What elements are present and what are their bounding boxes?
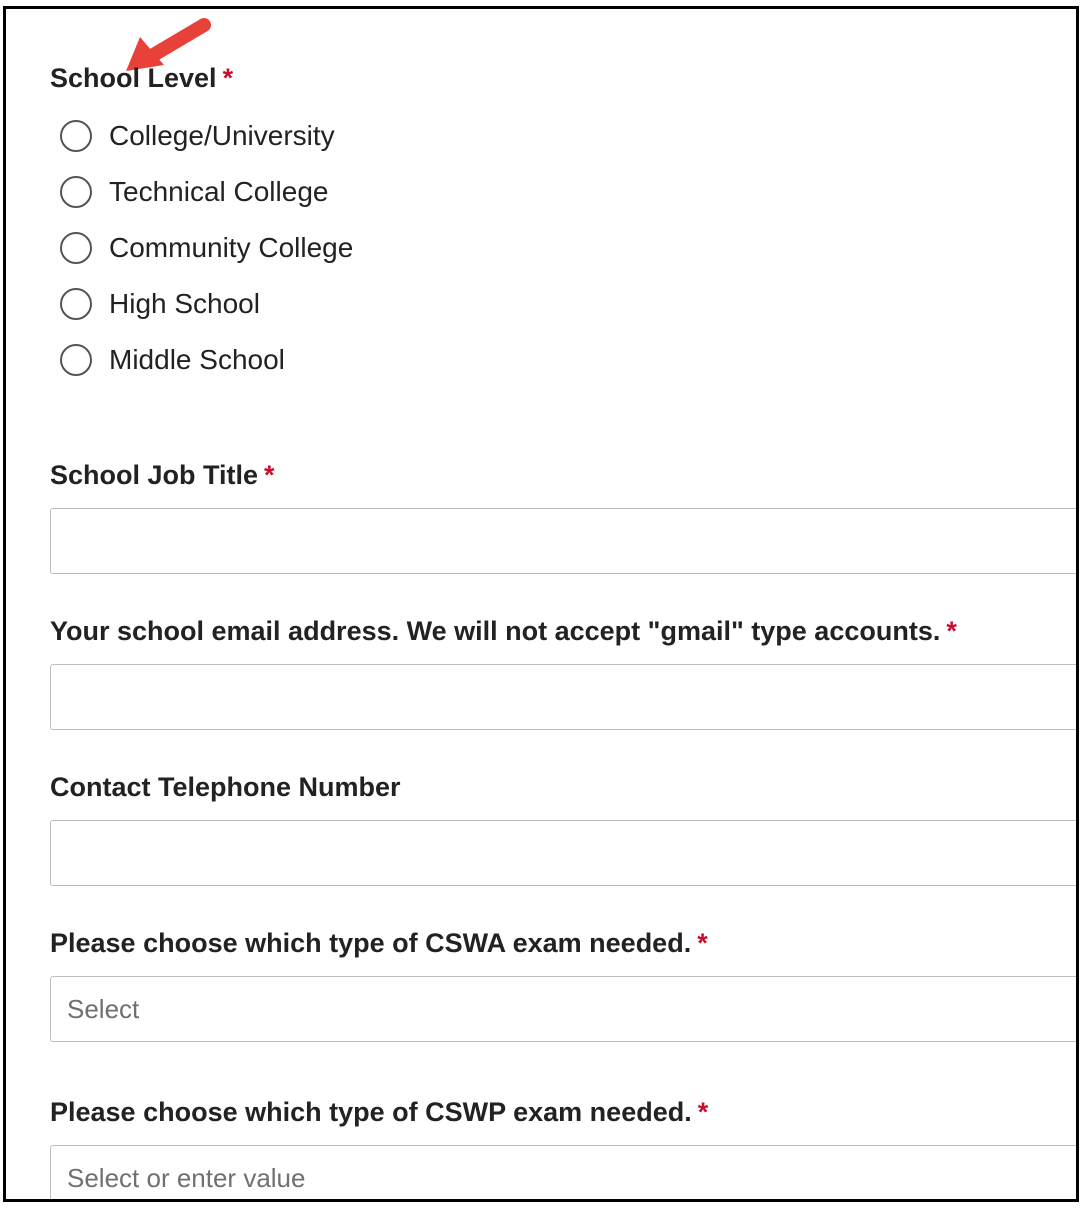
radio-option-middle-school[interactable] [60, 340, 285, 380]
job-title-input[interactable] [50, 508, 1079, 574]
school-level-label [50, 63, 233, 94]
job-title-label [50, 460, 275, 491]
radio-button[interactable] [60, 288, 92, 320]
required-indicator: * [946, 616, 957, 646]
required-indicator: * [222, 63, 234, 93]
required-indicator: * [697, 928, 708, 958]
email-input[interactable] [50, 664, 1079, 730]
radio-button[interactable] [60, 232, 92, 264]
radio-option-community-college[interactable] [60, 228, 353, 268]
cswa-exam-label-text: Please choose which type of CSWA exam needed. [50, 928, 692, 958]
email-label [50, 616, 957, 647]
radio-option-label[interactable]: Technical College [109, 176, 329, 207]
radio-button[interactable] [60, 344, 92, 376]
cswa-exam-select[interactable] [50, 976, 1079, 1042]
radio-option-college-university[interactable] [60, 116, 335, 156]
email-label-text: Your school email address. We will not accept "gmail" type accounts. [50, 616, 941, 646]
telephone-input[interactable] [50, 820, 1079, 886]
form-panel [3, 6, 1079, 1202]
required-indicator: * [697, 1097, 709, 1127]
radio-option-label[interactable]: College/University [109, 120, 335, 151]
school-level-label-text: School Level [50, 63, 217, 93]
radio-button[interactable] [60, 120, 92, 152]
required-indicator: * [264, 460, 275, 490]
radio-option-label[interactable]: Community College [109, 232, 354, 263]
cswp-exam-label-text: Please choose which type of CSWP exam needed. [50, 1097, 692, 1127]
job-title-label-text: School Job Title [50, 460, 259, 490]
cswp-exam-placeholder: Select or enter value [67, 1162, 306, 1193]
cswp-exam-select[interactable] [50, 1145, 1079, 1202]
radio-option-high-school[interactable] [60, 284, 260, 324]
radio-option-label[interactable]: High School [109, 288, 260, 319]
telephone-label [50, 772, 401, 803]
radio-option-technical-college[interactable] [60, 172, 328, 212]
cswa-exam-label [50, 928, 708, 959]
radio-option-label[interactable]: Middle School [109, 344, 285, 375]
radio-button[interactable] [60, 176, 92, 208]
cswa-exam-placeholder: Select [67, 993, 140, 1024]
telephone-label-text: Contact Telephone Number [50, 772, 401, 802]
cswp-exam-label [50, 1097, 708, 1128]
